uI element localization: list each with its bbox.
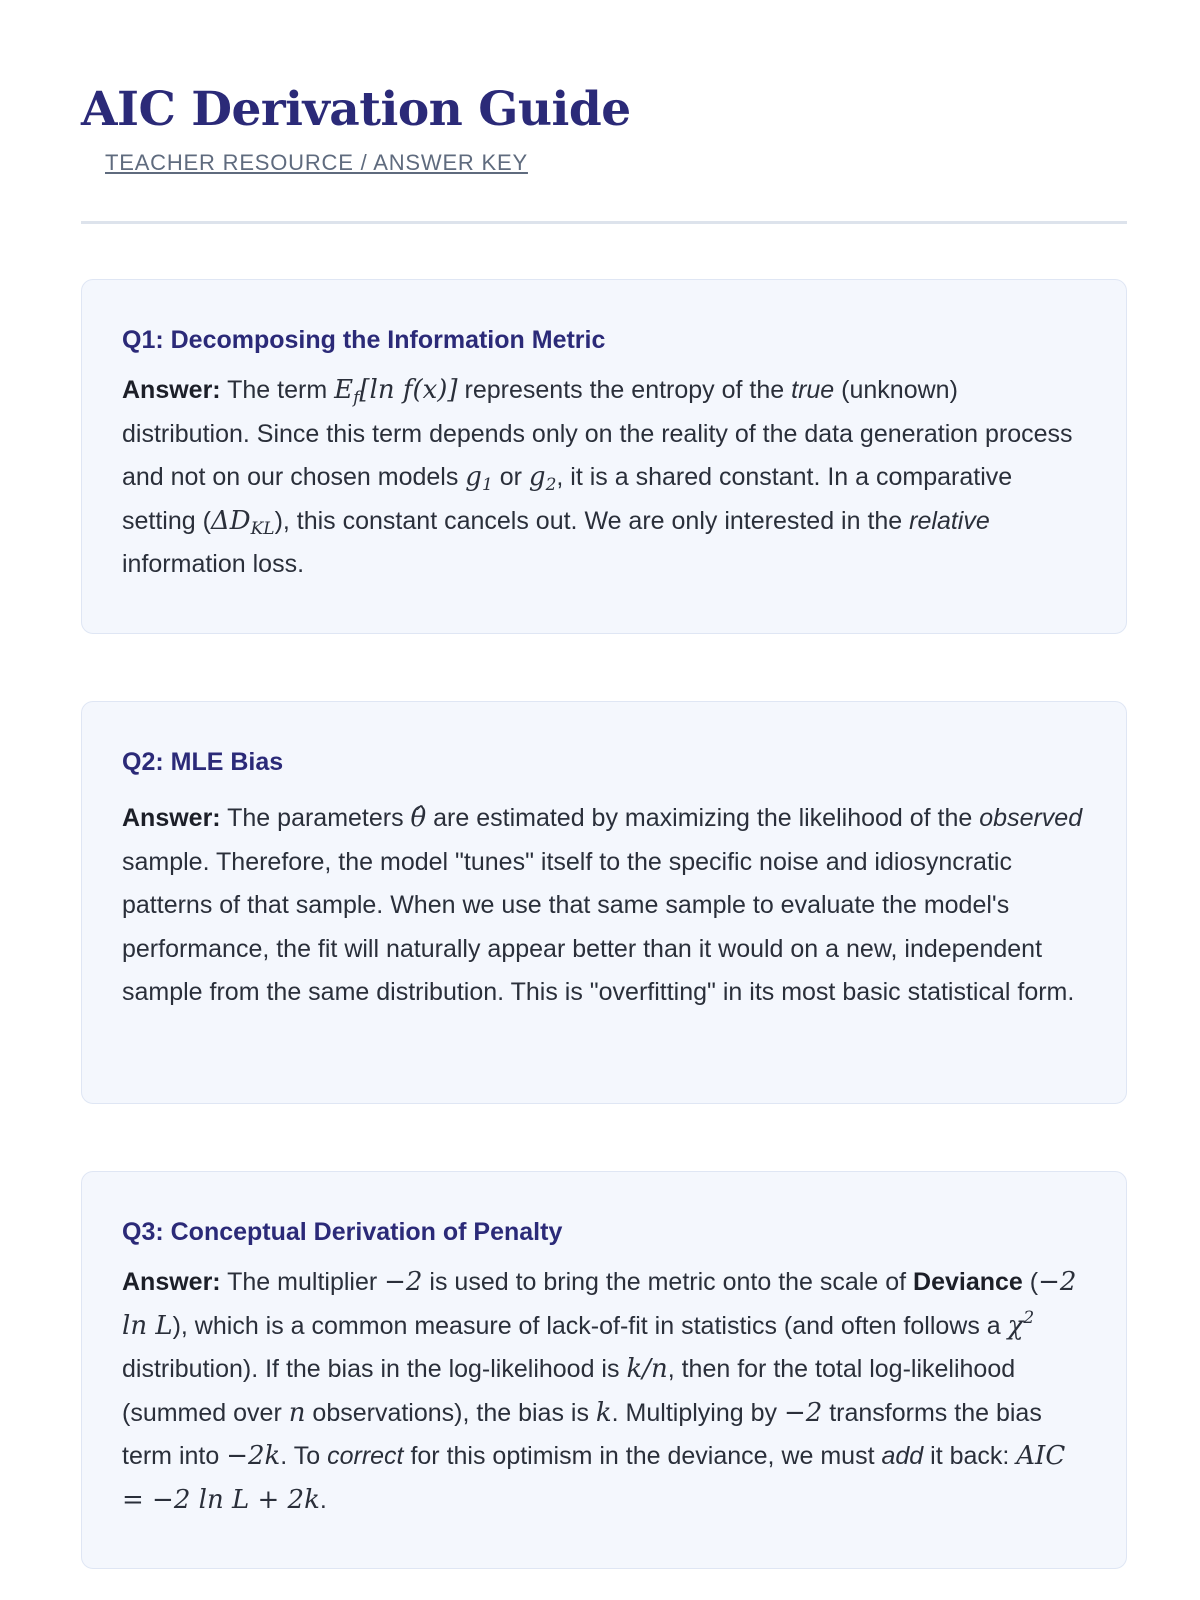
q1-math-delta-dkl — [210, 505, 275, 539]
q3-math-chi-sup: 2 — [1023, 1307, 1035, 1328]
question-card-q2 — [81, 701, 1127, 1104]
q3-text-10: . To — [280, 1442, 328, 1470]
q3-text-13: . — [319, 1485, 327, 1514]
q3-heading: Q3: Conceptual Derivation of Penalty — [122, 1218, 563, 1246]
q1-math-expectation — [334, 375, 458, 408]
q1-text-3: (unknown) distribution. Since this term depends only on the reality of the data generation process and not on our chosen models — [122, 376, 1073, 491]
q3-bold-deviance: Deviance — [913, 1268, 1023, 1296]
q2-text-1: The parameters — [220, 804, 411, 832]
q2-answer — [122, 797, 1086, 1015]
q1-math-delta-sub: KL — [250, 518, 275, 539]
q1-math-g1 — [465, 462, 493, 495]
q3-math-n: n — [288, 1397, 306, 1428]
header-divider — [81, 221, 1127, 224]
q1-emph-relative: relative — [909, 506, 990, 535]
q2-text-2: are estimated by maximizing the likelihood of the — [426, 804, 980, 832]
q1-answer — [122, 369, 1086, 587]
q3-text-11: for this optimism in the deviance, we must — [403, 1442, 882, 1470]
q1-emph-true: true — [791, 376, 835, 404]
q1-math-e: E — [334, 375, 354, 405]
q2-text-3: sample. Therefore, the model "tunes" itself to the specific noise and idiosyncratic patterns of that sample. When we use that same sample to evaluate the model's performance, the fit will naturally appear better than it would on a new, independent sample from the same distribution. This is "overfitting" in its most basic statistical form. — [122, 847, 1075, 1006]
q2-emph-observed: observed — [979, 804, 1083, 832]
q3-math-deviance: −2 ln L — [122, 1267, 1077, 1341]
question-card-q3 — [81, 1171, 1127, 1569]
page-title: AIC Derivation Guide — [81, 82, 631, 137]
q1-math-g2-sub: 2 — [545, 475, 557, 495]
q3-text-8: . Multiplying by — [611, 1398, 784, 1427]
q1-heading: Q1: Decomposing the Information Metric — [122, 326, 606, 354]
q1-math-g1-base: g — [465, 462, 482, 492]
q3-text-1: The multiplier — [220, 1268, 385, 1296]
q1-math-e-sub: f — [353, 388, 360, 408]
q1-text-5: , it is a shared constant. In a comparative setting ( — [122, 463, 1013, 535]
q3-answer-label: Answer: — [122, 1268, 221, 1296]
q3-text-9: transforms the bias term into — [122, 1398, 1042, 1470]
q3-answer — [122, 1261, 1086, 1522]
q1-text-7: information loss. — [122, 550, 305, 578]
q1-text-6: ), this constant cancels out. We are only interested in the — [274, 506, 910, 535]
q3-math-aic-formula: AIC = −2 ln L + 2k — [122, 1441, 1066, 1515]
q1-math-delta-base: ΔD — [210, 505, 251, 536]
q2-heading: Q2: MLE Bias — [122, 748, 284, 776]
q1-text-4: or — [492, 463, 529, 491]
q3-math-chi-base: χ — [1007, 1310, 1024, 1341]
q3-text-5: distribution). If the bias in the log-likelihood is — [122, 1355, 627, 1383]
q3-math-minus-two-b: −2 — [783, 1397, 823, 1428]
q1-text-2: represents the entropy of the — [457, 376, 792, 404]
q1-math-g1-sub: 1 — [481, 475, 493, 495]
q3-emph-correct: correct — [327, 1442, 404, 1470]
q3-math-k: k — [595, 1397, 612, 1428]
q1-math-e-rest: [ln f(x)] — [359, 375, 458, 405]
q1-math-g2 — [528, 462, 557, 495]
q3-text-7: observations), the bias is — [305, 1398, 596, 1427]
q3-text-3: ( — [1022, 1268, 1039, 1296]
q1-text-1: The term — [220, 376, 335, 404]
q3-math-minus-two-k: −2k — [226, 1441, 281, 1471]
q3-text-4: ), which is a common measure of lack-of-fit in statistics (and often follows a — [172, 1311, 1008, 1340]
q3-math-k-over-n: k/n — [626, 1354, 668, 1384]
q1-answer-label: Answer: — [122, 376, 221, 404]
q2-math-theta-hat: θ̂ — [410, 803, 427, 833]
q1-math-g2-base: g — [528, 462, 546, 492]
q3-math-chi-squared — [1007, 1307, 1035, 1341]
q3-text-6: , then for the total log-likelihood (summed over — [122, 1355, 1016, 1427]
page-subtitle: TEACHER RESOURCE / ANSWER KEY — [105, 150, 528, 175]
question-card-q1 — [81, 279, 1127, 634]
q3-text-12: it back: — [923, 1442, 1017, 1470]
q2-answer-label: Answer: — [122, 804, 221, 832]
q3-text-2: is used to bring the metric onto the scale of — [422, 1268, 914, 1296]
q3-emph-add: add — [881, 1442, 924, 1470]
q3-math-minus-two: −2 — [384, 1267, 423, 1297]
